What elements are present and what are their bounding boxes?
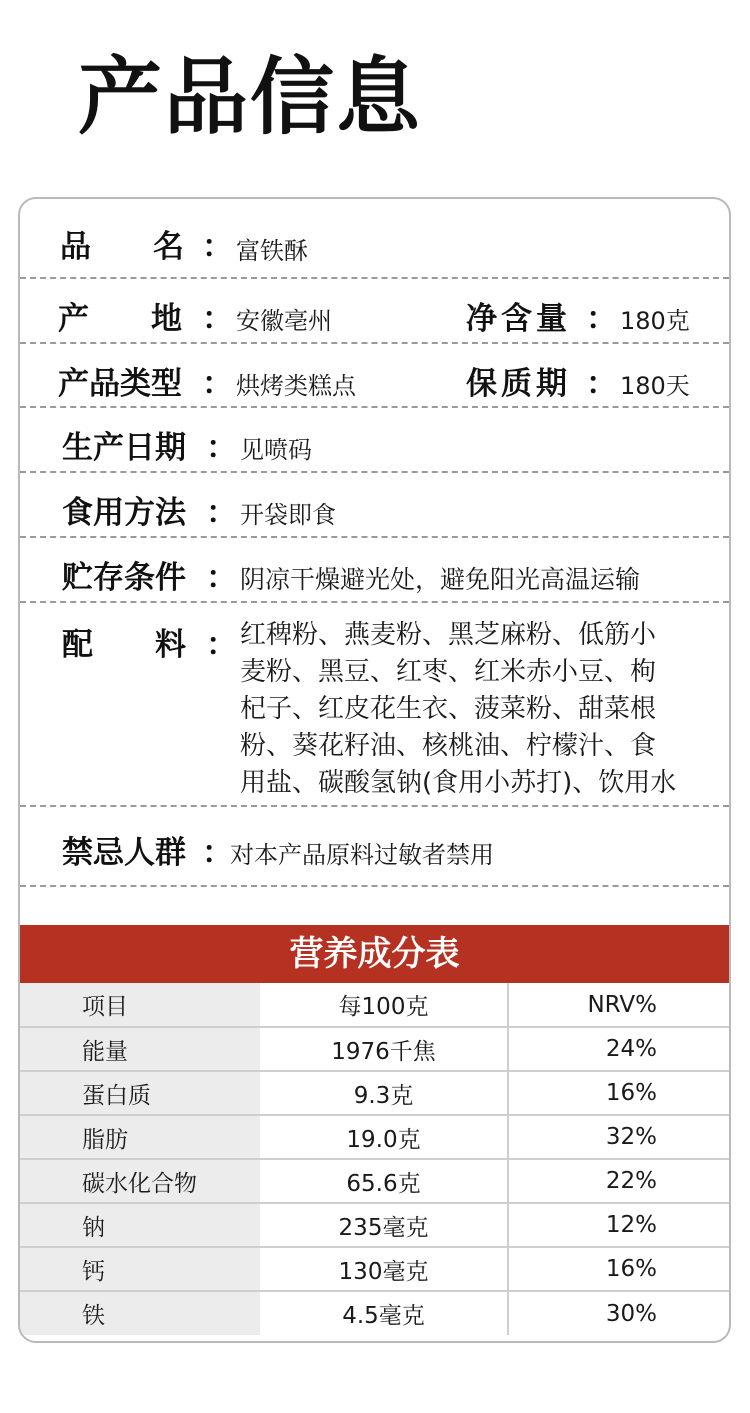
shelf-life-label: 保质期 bbox=[466, 366, 571, 402]
type-colon: ： bbox=[202, 366, 233, 402]
nutrient-nrv: 24% bbox=[508, 1027, 731, 1071]
name-colon: ： bbox=[202, 229, 233, 265]
storage-label: 贮存条件 bbox=[62, 560, 186, 596]
table-row bbox=[20, 1159, 731, 1203]
storage-colon: ： bbox=[206, 560, 237, 596]
ingredients-list bbox=[240, 617, 720, 802]
table-row bbox=[20, 1071, 731, 1115]
nutrient-name: 能量 bbox=[20, 1027, 260, 1071]
nutrient-nrv: 22% bbox=[508, 1159, 731, 1203]
production-date-label: 生产日期 bbox=[62, 430, 186, 466]
net-content-colon: ： bbox=[586, 301, 617, 337]
nutrient-amount: 65.6克 bbox=[260, 1159, 508, 1203]
nutrient-nrv: 16% bbox=[508, 1071, 731, 1115]
table-row bbox=[20, 1203, 731, 1247]
usage-value: 开袋即食 bbox=[240, 501, 336, 529]
table-row bbox=[20, 1291, 731, 1335]
origin-value: 安徽亳州 bbox=[236, 307, 332, 335]
row-name bbox=[20, 199, 729, 279]
row-usage bbox=[20, 473, 729, 538]
table-row bbox=[20, 1247, 731, 1291]
row-ingredients bbox=[20, 603, 729, 807]
nutrient-name: 钠 bbox=[20, 1203, 260, 1247]
ingredients-line: 用盐、碳酸氢钠(食用小苏打)、饮用水 bbox=[240, 768, 677, 798]
nutrient-amount: 130毫克 bbox=[260, 1247, 508, 1291]
type-value: 烘烤类糕点 bbox=[236, 372, 356, 400]
nutrition-title: 营养成分表 bbox=[20, 925, 729, 983]
nutrient-amount: 1976千焦 bbox=[260, 1027, 508, 1071]
ingredients-colon: ： bbox=[206, 627, 237, 663]
nutrient-nrv: 32% bbox=[508, 1115, 731, 1159]
shelf-life-colon: ： bbox=[586, 366, 617, 402]
row-taboo bbox=[20, 807, 729, 887]
taboo-label: 禁忌人群 bbox=[62, 835, 186, 871]
row-storage bbox=[20, 538, 729, 603]
table-row bbox=[20, 1027, 731, 1071]
table-header-row bbox=[20, 983, 731, 1027]
ingredients-line: 麦粉、黑豆、红枣、红米赤小豆、枸 bbox=[240, 657, 657, 687]
usage-colon: ： bbox=[206, 495, 237, 531]
taboo-colon: ： bbox=[202, 835, 233, 871]
nutrient-nrv: 16% bbox=[508, 1247, 731, 1291]
header-item: 项目 bbox=[20, 983, 260, 1027]
row-production-date bbox=[20, 408, 729, 473]
nutrient-amount: 4.5毫克 bbox=[260, 1291, 508, 1335]
header-nrv: NRV% bbox=[508, 983, 731, 1027]
nutrient-amount: 235毫克 bbox=[260, 1203, 508, 1247]
nutrient-name: 脂肪 bbox=[20, 1115, 260, 1159]
nutrient-name: 蛋白质 bbox=[20, 1071, 260, 1115]
taboo-value: 对本产品原料过敏者禁用 bbox=[230, 841, 494, 869]
nutrient-name: 碳水化合物 bbox=[20, 1159, 260, 1203]
nutrient-nrv: 12% bbox=[508, 1203, 731, 1247]
nutrient-amount: 19.0克 bbox=[260, 1115, 508, 1159]
ingredients-line: 粉、葵花籽油、核桃油、柠檬汁、食 bbox=[240, 731, 657, 761]
type-label: 产品类型 bbox=[58, 366, 182, 402]
usage-label: 食用方法 bbox=[62, 495, 186, 531]
page-title: 产品信息 bbox=[78, 48, 423, 146]
name-label: 品 名 bbox=[60, 229, 184, 265]
nutrient-amount: 9.3克 bbox=[260, 1071, 508, 1115]
origin-colon: ： bbox=[202, 301, 233, 337]
name-value: 富铁酥 bbox=[236, 237, 308, 265]
ingredients-line: 红稗粉、燕麦粉、黑芝麻粉、低筋小 bbox=[240, 620, 657, 650]
production-date-colon: ： bbox=[206, 430, 237, 466]
ingredients-line: 杞子、红皮花生衣、菠菜粉、甜菜根 bbox=[240, 694, 657, 724]
production-date-value: 见喷码 bbox=[240, 436, 312, 464]
table-row bbox=[20, 1115, 731, 1159]
nutrient-name: 铁 bbox=[20, 1291, 260, 1335]
origin-label: 产 地 bbox=[58, 301, 182, 337]
row-origin bbox=[20, 279, 729, 344]
storage-value: 阴凉干燥避光处，避免阳光高温运输 bbox=[240, 565, 641, 594]
header-per100g: 每100克 bbox=[260, 983, 508, 1027]
net-content-value: 180克 bbox=[620, 307, 690, 335]
nutrition-table bbox=[20, 983, 731, 1335]
nutrient-name: 钙 bbox=[20, 1247, 260, 1291]
shelf-life-value: 180天 bbox=[620, 372, 690, 400]
net-content-label: 净含量 bbox=[466, 301, 571, 337]
product-info-card bbox=[18, 197, 731, 1343]
nutrient-nrv: 30% bbox=[605, 1300, 657, 1327]
ingredients-label: 配 料 bbox=[62, 627, 186, 663]
row-type bbox=[20, 344, 729, 408]
